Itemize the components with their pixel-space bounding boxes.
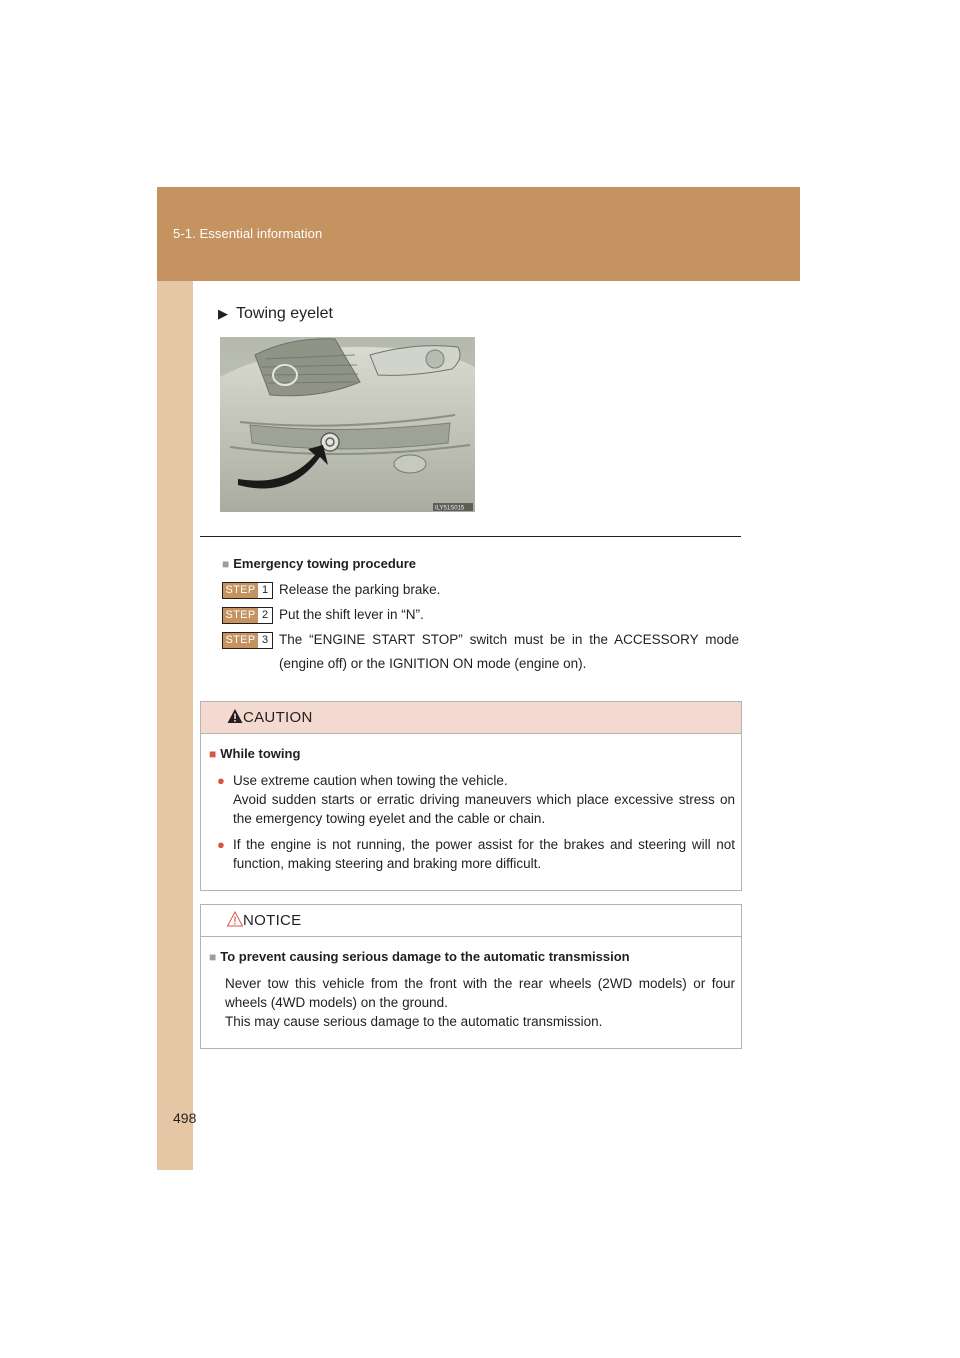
caution-item-1-line2: Avoid sudden starts or erratic driving maneuvers which place excessive stress on the emergency towing eyelet and the cable or chain. [233,792,735,826]
procedure-heading [222,556,416,571]
step-badge [222,632,273,649]
step-number: 2 [261,609,269,621]
procedure-heading-text: Emergency towing procedure [233,556,417,571]
notice-title: NOTICE [243,912,302,929]
square-marker-icon: ■ [222,557,230,571]
subhead [218,305,333,323]
figure-code: ILY51S015 [435,505,465,512]
caution-item-1-line1: Use extreme caution when towing the vehicle. [233,773,508,788]
step-number: 1 [261,584,269,596]
caution-item-1 [217,771,735,828]
notice-paragraph-2: This may cause serious damage to the automatic transmission. [225,1014,603,1029]
step-label: STEP [223,633,258,648]
circle-bullet-icon: ● [217,773,225,788]
notice-paragraph-1: Never tow this vehicle from the front with the rear wheels (2WD models) or four wheels (4WD models) on the ground. [225,976,735,1010]
warning-triangle-icon [227,708,243,724]
step-text: Put the shift lever in “N”. [279,607,424,622]
subhead-title: Towing eyelet [236,305,333,322]
warning-triangle-icon [227,911,243,927]
step-text: The “ENGINE START STOP” switch must be in the ACCESSORY mode (engine off) or the IGNITION ON mode (engine on). [279,632,739,671]
section-title: 5-1. Essential information [173,226,323,241]
step-number: 3 [261,634,269,646]
notice-heading-text: To prevent causing serious damage to the automatic transmission [220,949,630,964]
triangle-marker-icon: ▶ [218,306,228,321]
caution-heading [209,746,300,761]
notice-header [201,905,741,937]
page-sidebar [157,187,193,1170]
step-label: STEP [223,583,258,598]
caution-item-2-text: If the engine is not running, the power assist for the brakes and steering will not function, making steering and braking more difficult. [233,837,735,871]
caution-item-2 [217,835,735,873]
square-marker-icon: ■ [209,950,217,964]
caution-box [200,701,742,891]
caution-heading-text: While towing [220,746,301,761]
page-number: 498 [173,1110,197,1126]
circle-bullet-icon: ● [217,837,225,852]
notice-box [200,904,742,1049]
step-label: STEP [223,608,258,623]
caution-header [201,702,741,734]
step-badge [222,582,273,599]
divider [200,536,741,537]
car-front-illustration [220,337,475,512]
step-text: Release the parking brake. [279,582,441,597]
step-badge [222,607,273,624]
notice-heading [209,949,630,964]
towing-eyelet-figure [220,337,475,512]
square-marker-icon: ■ [209,747,217,761]
caution-title: CAUTION [243,709,313,726]
